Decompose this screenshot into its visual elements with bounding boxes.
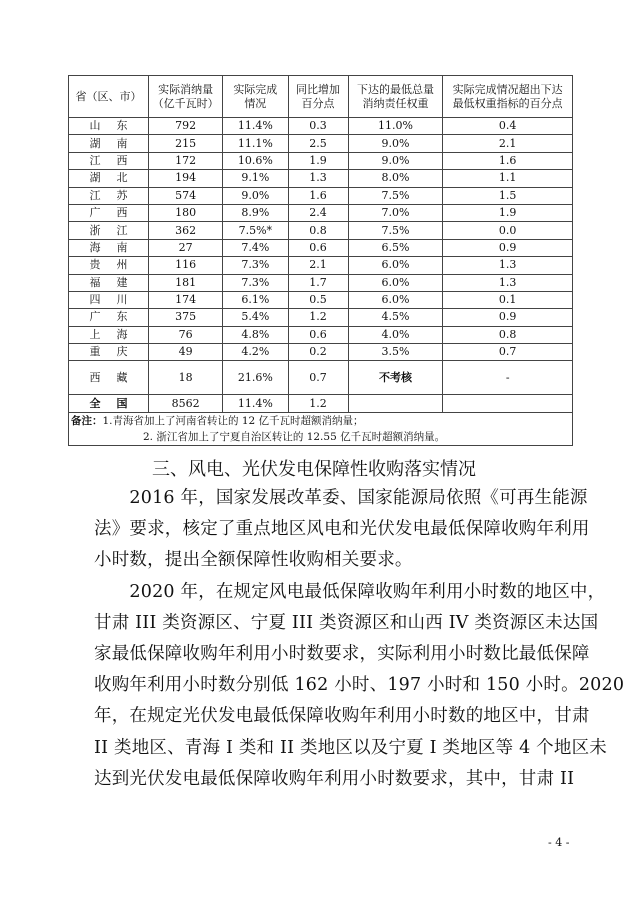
province-cell [69, 344, 149, 361]
body-text-line: 甘肃 III 类资源区、宁夏 III 类资源区和山西 IV 类资源区未达国 [94, 612, 599, 633]
table-row [69, 222, 573, 239]
value-cell: 9.0% [223, 187, 288, 204]
body-text-line: 收购年利用小时数分别低 162 小时、197 小时和 150 小时。2020 [94, 675, 625, 696]
province-cell [69, 274, 149, 291]
table-row [69, 309, 573, 326]
province-cell [69, 204, 149, 221]
value-cell: 2.1 [288, 257, 348, 274]
consumption-table [68, 75, 573, 446]
table-row [69, 257, 573, 274]
body-text-line: II 类地区、青海 I 类和 II 类地区以及宁夏 I 类地区等 4 个地区未 [94, 737, 607, 758]
body-text-line: 2020 年，在规定风电最低保障收购年利用小时数的地区中， [94, 581, 606, 602]
value-cell: 不考核 [348, 361, 443, 395]
body-text-line: 年，在规定光伏发电最低保障收购年利用小时数的地区中，甘肃 [94, 706, 590, 727]
value-cell: 11.0% [348, 118, 443, 135]
value-cell: 9.1% [223, 170, 288, 187]
value-cell: 4.8% [223, 326, 288, 343]
value-cell: 1.3 [288, 170, 348, 187]
province-name: 江西 [89, 153, 128, 167]
value-cell: 9.0% [348, 152, 443, 169]
province-cell [69, 309, 149, 326]
province-cell [69, 222, 149, 239]
value-cell: 5.4% [223, 309, 288, 326]
value-cell: 7.5% [348, 187, 443, 204]
value-cell: 194 [149, 170, 223, 187]
province-name: 重庆 [89, 345, 128, 359]
value-cell: 172 [149, 152, 223, 169]
province-name: 西藏 [89, 370, 128, 384]
table-row [69, 274, 573, 291]
value-cell: 8.9% [223, 204, 288, 221]
value-cell: 0.0 [443, 222, 573, 239]
header-row [69, 76, 573, 118]
province-cell [69, 291, 149, 308]
value-cell: 116 [149, 257, 223, 274]
value-cell: 0.9 [443, 309, 573, 326]
province-name: 福建 [89, 275, 128, 289]
province-name: 贵州 [89, 258, 128, 272]
value-cell: 18 [149, 361, 223, 395]
value-cell [348, 395, 443, 412]
table-notes [69, 412, 573, 445]
value-cell: 0.2 [288, 344, 348, 361]
value-cell: 174 [149, 291, 223, 308]
value-cell: 1.6 [443, 152, 573, 169]
value-cell: 1.5 [443, 187, 573, 204]
body-text-line: 法》要求，核定了重点地区风电和光伏发电最低保障收购年利用 [94, 519, 590, 540]
province-cell [69, 187, 149, 204]
value-cell: 1.7 [288, 274, 348, 291]
column-header: 实际完成 情况 [223, 76, 288, 118]
value-cell: 375 [149, 309, 223, 326]
value-cell: 7.3% [223, 257, 288, 274]
column-header: 省（区、市） [69, 76, 149, 118]
value-cell: 11.4% [223, 395, 288, 412]
table-row [69, 326, 573, 343]
value-cell [443, 395, 573, 412]
province-cell [69, 257, 149, 274]
province-name: 湖南 [89, 136, 128, 150]
value-cell: 4.5% [348, 309, 443, 326]
value-cell: 3.5% [348, 344, 443, 361]
value-cell: 0.1 [443, 291, 573, 308]
table-row [69, 187, 573, 204]
column-header: 实际消纳量 （亿千瓦时） [149, 76, 223, 118]
note: 2. 浙江省加上了宁夏自治区转让的 12.55 亿千瓦时超额消纳量。 [143, 430, 446, 443]
value-cell: 1.9 [288, 152, 348, 169]
value-cell: 1.3 [443, 257, 573, 274]
value-cell: 181 [149, 274, 223, 291]
value-cell: 1.2 [288, 395, 348, 412]
value-cell: 21.6% [223, 361, 288, 395]
body-text-line: 达到光伏发电最低保障收购年利用小时数要求，其中，甘肃 II [94, 768, 575, 789]
table-row [69, 361, 573, 395]
province-name: 广西 [89, 206, 128, 220]
value-cell: 0.8 [443, 326, 573, 343]
column-header: 实际完成情况超出下达 最低权重指标的百分点 [443, 76, 573, 118]
value-cell: 0.9 [443, 239, 573, 256]
value-cell: 1.3 [443, 274, 573, 291]
value-cell: 0.8 [288, 222, 348, 239]
province-name: 四川 [89, 293, 128, 307]
value-cell: 0.5 [288, 291, 348, 308]
value-cell: 4.0% [348, 326, 443, 343]
value-cell: 8.0% [348, 170, 443, 187]
value-cell: 2.4 [288, 204, 348, 221]
value-cell: 574 [149, 187, 223, 204]
value-cell: 0.6 [288, 326, 348, 343]
province-name: 海南 [89, 240, 128, 254]
value-cell: 7.5%* [223, 222, 288, 239]
value-cell: 76 [149, 326, 223, 343]
value-cell: 6.5% [348, 239, 443, 256]
column-header: 下达的最低总量 消纳责任权重 [348, 76, 443, 118]
value-cell: 7.3% [223, 274, 288, 291]
table-row [69, 239, 573, 256]
table-row [69, 170, 573, 187]
table-row [69, 135, 573, 152]
value-cell: 2.5 [288, 135, 348, 152]
value-cell: 0.7 [288, 361, 348, 395]
value-cell: 7.4% [223, 239, 288, 256]
note: 1.青海省加上了河南省转让的 12 亿千瓦时超额消纳量； [102, 414, 364, 427]
table-row [69, 291, 573, 308]
value-cell: 215 [149, 135, 223, 152]
body-text-line: 2016 年，国家发展改革委、国家能源局依照《可再生能源 [94, 488, 588, 508]
value-cell: 6.0% [348, 257, 443, 274]
province-name: 全国 [89, 396, 128, 410]
table-row [69, 152, 573, 169]
province-name: 浙江 [89, 223, 128, 237]
value-cell: 7.0% [348, 204, 443, 221]
value-cell: 1.2 [288, 309, 348, 326]
body-text-line: 家最低保障收购年利用小时数要求，实际利用小时数比最低保障 [94, 644, 590, 664]
value-cell: 0.3 [288, 118, 348, 135]
value-cell: 362 [149, 222, 223, 239]
province-cell [69, 239, 149, 256]
province-name: 广东 [89, 310, 128, 324]
value-cell: 9.0% [348, 135, 443, 152]
province-cell [69, 152, 149, 169]
notes-row [69, 412, 573, 445]
value-cell: 8562 [149, 395, 223, 412]
value-cell: 0.4 [443, 118, 573, 135]
value-cell: 7.5% [348, 222, 443, 239]
value-cell: 0.7 [443, 344, 573, 361]
value-cell: 49 [149, 344, 223, 361]
section-heading: 三、风电、光伏发电保障性收购落实情况 [152, 459, 476, 480]
value-cell: 1.9 [443, 204, 573, 221]
table-row [69, 204, 573, 221]
province-name: 湖北 [89, 171, 128, 185]
value-cell: 180 [149, 204, 223, 221]
province-cell [69, 135, 149, 152]
value-cell: 1.1 [443, 170, 573, 187]
value-cell: 2.1 [443, 135, 573, 152]
value-cell: 11.1% [223, 135, 288, 152]
province-cell [69, 170, 149, 187]
value-cell: 1.6 [288, 187, 348, 204]
column-header: 同比增加 百分点 [288, 76, 348, 118]
province-cell [69, 326, 149, 343]
value-cell: 792 [149, 118, 223, 135]
notes-label: 备注： [71, 414, 103, 427]
value-cell: 10.6% [223, 152, 288, 169]
province-cell [69, 395, 149, 412]
value-cell: 6.1% [223, 291, 288, 308]
table-row [69, 344, 573, 361]
province-cell [69, 118, 149, 135]
value-cell: - [443, 361, 573, 395]
province-name: 山东 [89, 119, 128, 133]
province-name: 江苏 [89, 188, 128, 202]
province-cell [69, 361, 149, 395]
value-cell: 6.0% [348, 274, 443, 291]
table-row [69, 118, 573, 135]
value-cell: 0.6 [288, 239, 348, 256]
value-cell: 4.2% [223, 344, 288, 361]
value-cell: 27 [149, 239, 223, 256]
value-cell: 11.4% [223, 118, 288, 135]
body-text-line: 小时数，提出全额保障性收购相关要求。 [94, 550, 413, 571]
table-row [69, 395, 573, 412]
value-cell: 6.0% [348, 291, 443, 308]
page-number: - 4 - [548, 836, 570, 849]
province-name: 上海 [89, 327, 128, 341]
